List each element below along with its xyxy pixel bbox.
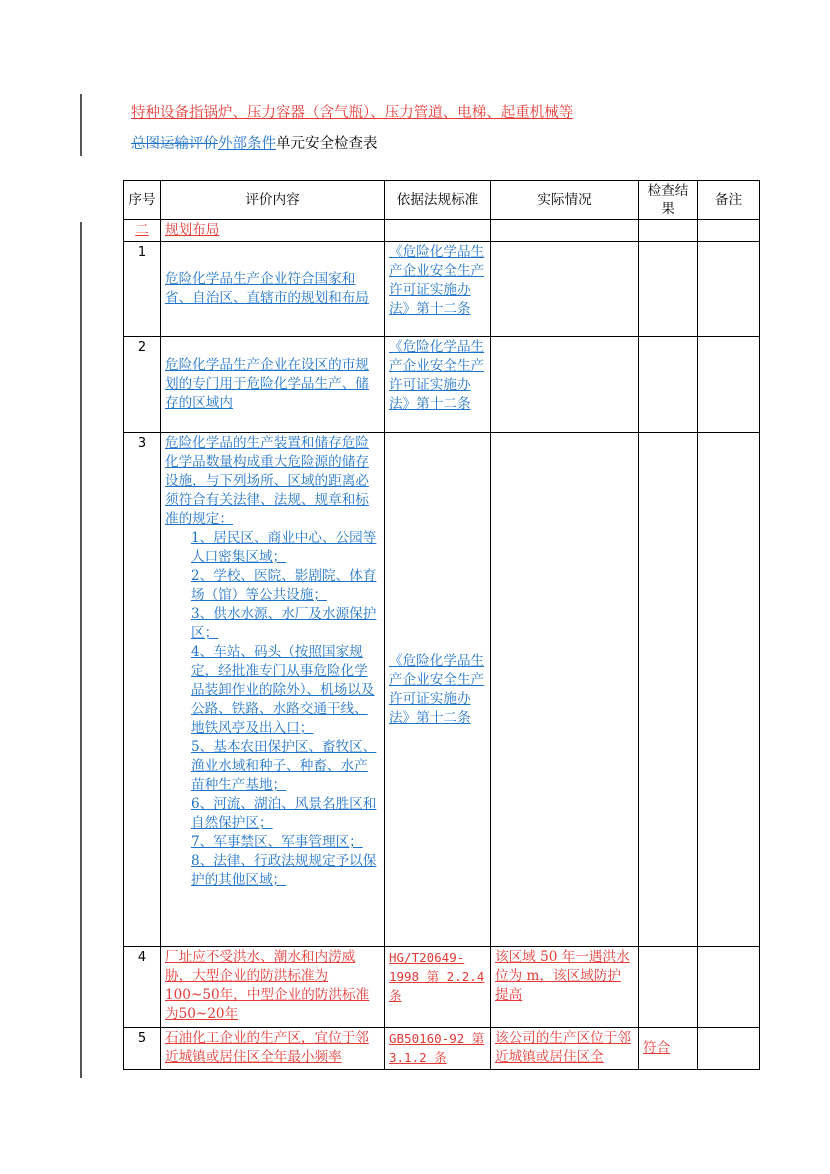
row-note [698,433,760,947]
row-note [698,242,760,337]
header-line-1: 特种设备指锅炉、压力容器（含气瓶）、压力管道、电梯、起重机械等 [131,105,574,121]
row-actual: 该区域 50 年一遇洪水位为 m，该区域防护提高 [491,947,639,1028]
row-number: 3 [124,433,161,947]
col-header-number: 序号 [124,181,161,220]
content-item: 8、法律、行政法规规定予以保护的其他区域； [191,853,377,888]
row-note [698,337,760,433]
row-number: 2 [124,337,161,433]
row-note [698,1028,760,1070]
revision-bar [80,222,82,1078]
content-item: 3、供水水源、水厂及水源保护区； [191,606,377,641]
row-number: 4 [124,947,161,1028]
section-title: 规划布局 [161,220,385,242]
section-row [124,220,760,242]
row-note [698,947,760,1028]
table-row [124,433,760,947]
section-number: 二 [124,220,161,242]
row-actual [491,1028,639,1070]
content-item: 6、河流、湖泊、风景名胜区和自然保护区； [191,796,377,831]
col-header-actual: 实际情况 [491,181,639,220]
row-basis: 《危险化学品生产企业安全生产许可证实施办法》第十二条 [385,433,491,947]
table-row [124,337,760,433]
content-intro: 危险化学品的生产装置和储存危险化学品数量构成重大危险源的储存设施，与下列场所、区域的距离必须符合有关法律、法规、规章和标准的规定： [165,435,369,527]
row-basis: 《危险化学品生产企业安全生产许可证实施办法》第十二条 [385,242,491,337]
row-basis: HG/T20649-1998 第 2.2.4 条 [385,947,491,1028]
row-actual-text: 该公司的生产区位于邻近城镇或居住区全 [495,1030,631,1065]
row-result [639,947,698,1028]
empty-cell [639,220,698,242]
col-header-result: 检查结果 [639,181,698,220]
empty-cell [698,220,760,242]
table-row [124,947,760,1028]
table-title: 单元安全检查表 [276,136,378,152]
row-number: 5 [124,1028,161,1070]
row-basis: 《危险化学品生产企业安全生产许可证实施办法》第十二条 [385,337,491,433]
row-basis: GB50160-92 第 3.1.2 条 [385,1028,491,1070]
row-content: 厂址应不受洪水、潮水和内涝威胁，大型企业的防洪标准为100~50年，中型企业的防洪标准为50~20年 [161,947,385,1028]
table-header-row [124,181,760,220]
col-header-note: 备注 [698,181,760,220]
row-content [161,433,385,947]
table-row [124,242,760,337]
row-actual [491,242,639,337]
content-item: 2、学校、医院、影剧院、体育场（馆）等公共设施； [191,568,377,603]
row-result [639,242,698,337]
row-content [161,1028,385,1070]
col-header-content: 评价内容 [161,181,385,220]
empty-cell [491,220,639,242]
content-item: 1、居民区、商业中心、公园等人口密集区域； [191,530,377,565]
row-number: 1 [124,242,161,337]
row-result: 符合 [639,1028,698,1070]
revision-bar [80,94,82,156]
row-actual [491,337,639,433]
row-actual [491,433,639,947]
content-item: 4、车站、码头（按照国家规定，经批准专门从事危险化学品装卸作业的除外）、机场以及公路、铁路、水路交通干线、地铁风亭及出入口； [191,644,375,736]
content-item: 5、基本农田保护区、畜牧区、渔业水域和种子、种畜、水产苗种生产基地； [191,739,377,793]
row-result [639,337,698,433]
header-line-2 [131,132,378,153]
inserted-text: 外部条件 [218,136,276,152]
safety-checklist-table [123,180,760,1070]
empty-cell [385,220,491,242]
content-item: 7、军事禁区、军事管理区； [191,834,363,850]
deleted-text: 总图运输评价 [131,136,218,152]
table-row [124,1028,760,1070]
row-content: 危险化学品生产企业符合国家和省、自治区、直辖市的规划和布局 [161,242,385,337]
row-result [639,433,698,947]
row-content-text: 石油化工企业的生产区，宜位于邻近城镇或居住区全年最小频率 [165,1030,369,1065]
row-content: 危险化学品生产企业在设区的市规划的专门用于危险化学品生产、储存的区域内 [161,337,385,433]
col-header-basis: 依据法规标准 [385,181,491,220]
